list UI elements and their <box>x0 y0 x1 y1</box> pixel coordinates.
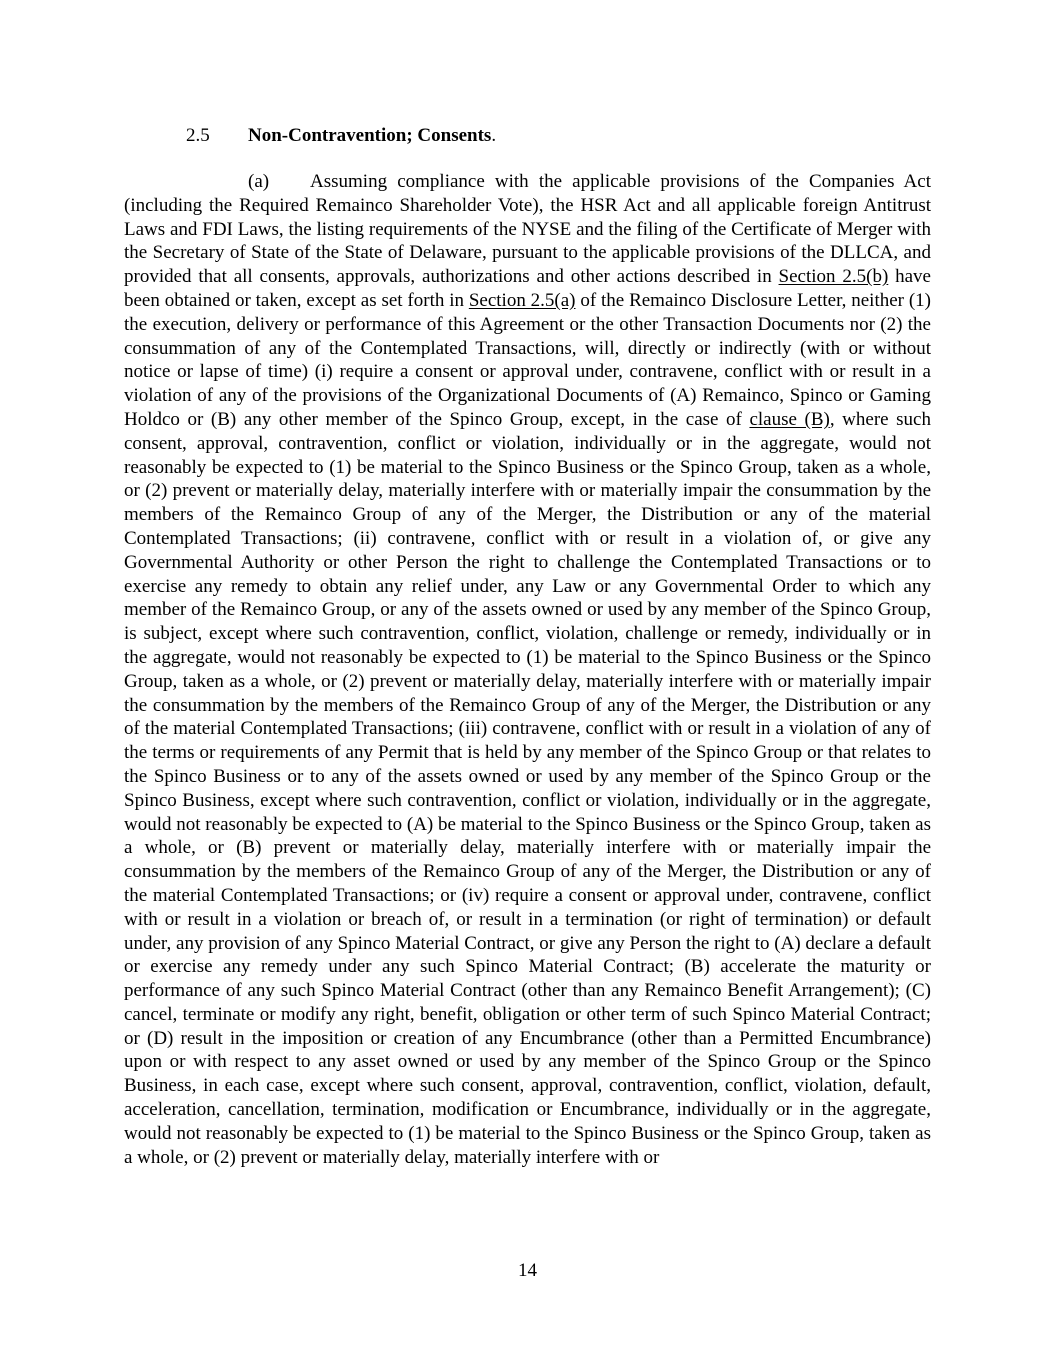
paragraph-text-1: Assuming compliance with the applicable provisions of the Companies Act (including the Required Remainco Shareholder Vote), the HSR Act and all applicable foreign Antitrust Laws and FDI Laws, the listing requirements of the NYSE and the filing of the Certificate of Merger with the Secretary of State of the State of Delaware, pursuant to the applicable provisions of the DLLCA, and provided that all consents, approvals, authorizations and other actions described in <box>124 171 931 288</box>
cross-reference-clause-b: clause (B) <box>749 408 830 430</box>
cross-reference-section-2-5-a: Section 2.5(a) <box>468 289 576 311</box>
section-title-punctuation: . <box>491 125 497 146</box>
section-title: Non-Contravention; Consents <box>248 125 492 146</box>
paragraph-text-3: of the Remainco Disclosure Letter, neither (1) the execution, delivery or performance of this Agreement or the other Transaction Documents nor (2) the consummation of any of the Contemplated Transactions, will, directly or indirectly (with or without notice or lapse of time) (i) require a consent or approval under, contravene, conflict with or result in a violation of any of the provisions of the Organizational Documents of (A) Remainco, Spinco or Gaming Holdco or (B) any other member of the Spinco Group, except, in the case of <box>124 289 931 430</box>
section-number: 2.5 <box>186 125 210 146</box>
paragraph-text-2: have been obtained or taken, except as set forth in <box>124 266 931 311</box>
clause-label: (a) <box>248 171 270 192</box>
page-number: 14 <box>518 1260 537 1281</box>
paragraph-text-4: , where such consent, approval, contravention, conflict or violation, individually or in the aggregate, would not reasonably be expected to (1) be material to the Spinco Business or the Spinco Group, taken as a whole, or (2) prevent or materially delay, materially interfere with or materially impair the consummation by the members of the Remainco Group of any of the Merger, the Distribution or any of the material Contemplated Transactions; (ii) contravene, conflict with or result in a violation of, or give any Governmental Authority or other Person the right to challenge the Contemplated Transactions or to exercise any remedy to obtain any relief under, any Law or any Governmental Order to which any member of the Remainco Group, or any of the assets owned or used by any member of the Spinco Group, is subject, except where such contravention, conflict, violation, challenge or remedy, individually or in the aggregate, would not reasonably be expected to (1) be material to the Spinco Business or the Spinco Group, taken as a whole, or (2) prevent or materially delay, materially interfere with or materially impair the consummation by the members of the Remainco Group of any of the Merger, the Distribution or any of the material Contemplated Transactions; (iii) contravene, conflict with or result in a violation of any of the terms or requirements of any Permit that is held by any member of the Spinco Group or that relates to the Spinco Business or to any of the assets owned or used by any member of the Spinco Group or the Spinco Business, except where such contravention, conflict or violation, individually or in the aggregate, would not reasonably be expected to (A) be material to the Spinco Business or the Spinco Group, taken as a whole, or (B) prevent or materially delay, materially interfere with or materially impair the consummation by the members of the Remainco Group of any of the Merger, the Distribution or any of the material Contemplated Transactions; or (iv) require a consent or approval under, contravene, conflict with or result in a violation or breach of, or result in a termination (or right of termination) or default under, any provision of any Spinco Material Contract, or give any Person the right to (A) declare a default or exercise any remedy under any such Spinco Material Contract; (B) accelerate the maturity or performance of any such Spinco Material Contract (other than any Remainco Benefit Arrangement); (C) cancel, terminate or modify any right, benefit, obligation or other term of such Spinco Material Contract; or (D) result in the imposition or creation of any Encumbrance (other than a Permitted Encumbrance) upon or with respect to any asset owned or used by any member of the Spinco Group or the Spinco Business, in each case, except where such consent, approval, contravention, conflict, violation, default, acceleration, cancellation, termination, modification or Encumbrance, individually or in the aggregate, would not reasonably be expected to (1) be material to the Spinco Business or the Spinco Group, taken as a whole, or (2) prevent or materially delay, materially interfere with or <box>124 408 931 1168</box>
section-heading <box>186 124 496 148</box>
paragraph-a <box>124 170 931 1169</box>
cross-reference-section-2-5-b: Section 2.5(b) <box>778 266 889 288</box>
